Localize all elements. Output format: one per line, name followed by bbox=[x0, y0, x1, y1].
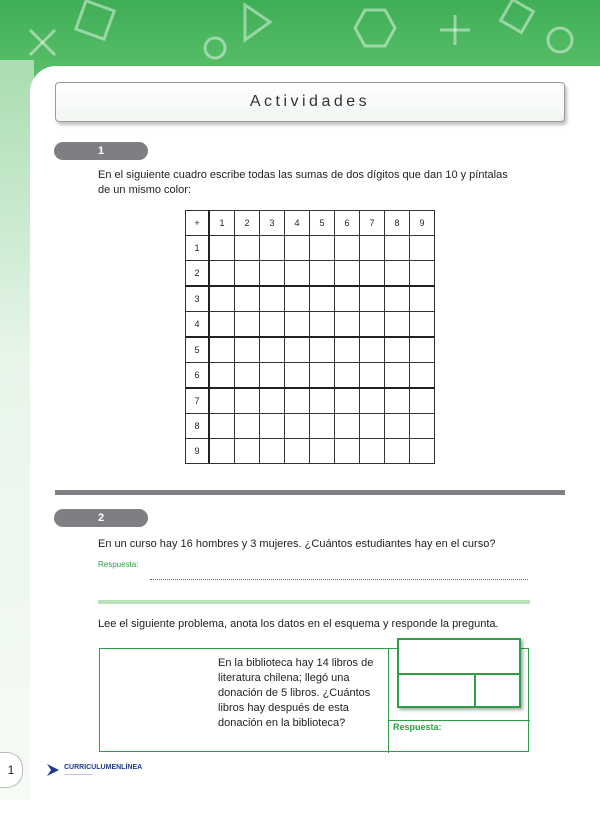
sum-cell[interactable] bbox=[209, 286, 235, 312]
sum-cell[interactable] bbox=[360, 261, 385, 287]
sum-cell[interactable] bbox=[260, 414, 285, 439]
column-header: 8 bbox=[385, 211, 410, 236]
sum-cell[interactable] bbox=[235, 337, 260, 363]
sum-cell[interactable] bbox=[360, 363, 385, 389]
activity-2-question: En un curso hay 16 hombres y 3 mujeres. ¿Cuántos estudiantes hay en el curso? bbox=[98, 538, 496, 550]
sum-cell[interactable] bbox=[335, 261, 360, 287]
row-header: 2 bbox=[186, 261, 210, 287]
sum-cell[interactable] bbox=[335, 414, 360, 439]
sum-cell[interactable] bbox=[260, 388, 285, 414]
sum-cell[interactable] bbox=[310, 261, 335, 287]
sum-cell[interactable] bbox=[410, 312, 435, 338]
activity-number-1: 1 bbox=[54, 142, 148, 160]
sum-cell[interactable] bbox=[260, 286, 285, 312]
sum-cell[interactable] bbox=[310, 286, 335, 312]
problem-text: En la biblioteca hay 14 libros de literatura chilena; llegó una donación de 5 libros. ¿Cuántos libros hay después de esta donación en la biblioteca? bbox=[218, 657, 374, 729]
table-row bbox=[186, 337, 435, 363]
sum-cell[interactable] bbox=[410, 236, 435, 261]
sum-cell[interactable] bbox=[235, 236, 260, 261]
column-header: 9 bbox=[410, 211, 435, 236]
sum-cell[interactable] bbox=[385, 286, 410, 312]
sum-cell[interactable] bbox=[410, 414, 435, 439]
sum-cell[interactable] bbox=[385, 261, 410, 287]
sum-cell[interactable] bbox=[360, 388, 385, 414]
sum-cell[interactable] bbox=[209, 439, 235, 464]
sum-cell[interactable] bbox=[285, 414, 310, 439]
sum-cell[interactable] bbox=[235, 414, 260, 439]
sum-cell[interactable] bbox=[360, 414, 385, 439]
row-header: 8 bbox=[186, 414, 210, 439]
row-header: 5 bbox=[186, 337, 210, 363]
sum-cell[interactable] bbox=[235, 363, 260, 389]
sum-cell[interactable] bbox=[235, 312, 260, 338]
sum-cell[interactable] bbox=[410, 388, 435, 414]
sum-cell[interactable] bbox=[260, 363, 285, 389]
logo-icon bbox=[46, 763, 60, 777]
sum-cell[interactable] bbox=[335, 236, 360, 261]
row-header: 4 bbox=[186, 312, 210, 338]
sum-cell[interactable] bbox=[410, 439, 435, 464]
sum-cell[interactable] bbox=[385, 236, 410, 261]
table-row bbox=[186, 236, 435, 261]
column-header: 3 bbox=[260, 211, 285, 236]
sum-cell[interactable] bbox=[335, 286, 360, 312]
sum-cell[interactable] bbox=[360, 337, 385, 363]
answer-label-2: Respuesta: bbox=[393, 722, 442, 732]
table-row bbox=[186, 439, 435, 464]
sum-cell[interactable] bbox=[335, 388, 360, 414]
sum-cell[interactable] bbox=[209, 236, 235, 261]
sum-cell[interactable] bbox=[260, 337, 285, 363]
page-number: 1 bbox=[0, 752, 23, 788]
table-row bbox=[186, 261, 435, 287]
sum-cell[interactable] bbox=[360, 236, 385, 261]
sum-cell[interactable] bbox=[209, 261, 235, 287]
sum-cell[interactable] bbox=[385, 363, 410, 389]
curriculum-logo bbox=[46, 760, 142, 780]
column-header: 1 bbox=[209, 211, 235, 236]
problem-box-divider bbox=[388, 649, 389, 753]
sum-cell[interactable] bbox=[385, 414, 410, 439]
sum-cell[interactable] bbox=[310, 439, 335, 464]
sum-cell[interactable] bbox=[335, 312, 360, 338]
sum-cell[interactable] bbox=[310, 388, 335, 414]
sum-cell[interactable] bbox=[410, 261, 435, 287]
table-row bbox=[186, 388, 435, 414]
sum-cell[interactable] bbox=[285, 312, 310, 338]
sum-cell[interactable] bbox=[285, 261, 310, 287]
sum-cell[interactable] bbox=[360, 439, 385, 464]
sum-cell[interactable] bbox=[285, 439, 310, 464]
logo-subtext: ────────── bbox=[64, 771, 93, 777]
sum-cell[interactable] bbox=[285, 363, 310, 389]
column-header: 4 bbox=[285, 211, 310, 236]
sum-cell[interactable] bbox=[310, 312, 335, 338]
sum-cell[interactable] bbox=[410, 363, 435, 389]
table-row bbox=[186, 363, 435, 389]
sum-cell[interactable] bbox=[260, 236, 285, 261]
activity-number-2: 2 bbox=[54, 509, 148, 527]
column-header: 6 bbox=[335, 211, 360, 236]
sum-cell[interactable] bbox=[335, 337, 360, 363]
sum-cell[interactable] bbox=[235, 439, 260, 464]
page-title: Actividades bbox=[55, 82, 565, 122]
sum-cell[interactable] bbox=[385, 439, 410, 464]
activity-1-instruction: En el siguiente cuadro escribe todas las sumas de dos dígitos que dan 10 y píntalas de un mismo color: bbox=[98, 169, 508, 196]
table-corner: + bbox=[186, 211, 210, 236]
section-divider bbox=[55, 490, 565, 495]
sum-cell[interactable] bbox=[335, 363, 360, 389]
sum-cell[interactable] bbox=[285, 388, 310, 414]
sum-cell[interactable] bbox=[260, 261, 285, 287]
column-header: 2 bbox=[235, 211, 260, 236]
table-row bbox=[186, 286, 435, 312]
sum-cell[interactable] bbox=[310, 414, 335, 439]
answer-area-top-line bbox=[388, 720, 530, 721]
sum-cell[interactable] bbox=[310, 337, 335, 363]
sum-cell[interactable] bbox=[285, 236, 310, 261]
green-divider bbox=[98, 600, 530, 604]
sum-cell[interactable] bbox=[385, 312, 410, 338]
scheme-divider-horizontal bbox=[399, 673, 519, 675]
sum-cell[interactable] bbox=[209, 414, 235, 439]
sum-cell[interactable] bbox=[285, 337, 310, 363]
sum-cell[interactable] bbox=[310, 236, 335, 261]
sum-cell[interactable] bbox=[260, 312, 285, 338]
table-row bbox=[186, 414, 435, 439]
sum-cell[interactable] bbox=[235, 388, 260, 414]
sum-cell[interactable] bbox=[410, 286, 435, 312]
sum-cell[interactable] bbox=[209, 363, 235, 389]
row-header: 7 bbox=[186, 388, 210, 414]
row-header: 1 bbox=[186, 236, 210, 261]
sum-cell[interactable] bbox=[209, 312, 235, 338]
column-header: 5 bbox=[310, 211, 335, 236]
activity-2-instruction: Lee el siguiente problema, anota los datos en el esquema y responde la pregunta. bbox=[98, 618, 499, 630]
scheme-divider-vertical bbox=[474, 673, 476, 706]
column-header: 7 bbox=[360, 211, 385, 236]
sum-cell[interactable] bbox=[260, 439, 285, 464]
sum-cell[interactable] bbox=[335, 439, 360, 464]
sum-cell[interactable] bbox=[310, 363, 335, 389]
answer-line[interactable] bbox=[150, 579, 528, 580]
row-header: 9 bbox=[186, 439, 210, 464]
sum-cell[interactable] bbox=[410, 337, 435, 363]
sum-cell[interactable] bbox=[285, 286, 310, 312]
sum-cell[interactable] bbox=[209, 388, 235, 414]
sum-cell[interactable] bbox=[385, 337, 410, 363]
sum-cell[interactable] bbox=[235, 261, 260, 287]
row-header: 6 bbox=[186, 363, 210, 389]
side-background bbox=[0, 60, 34, 800]
data-scheme-diagram[interactable] bbox=[397, 638, 521, 708]
table-row bbox=[186, 312, 435, 338]
answer-label: Respuesta: bbox=[98, 560, 139, 569]
sum-cell[interactable] bbox=[209, 337, 235, 363]
sum-cell[interactable] bbox=[385, 388, 410, 414]
sum-cell[interactable] bbox=[235, 286, 260, 312]
addition-table bbox=[185, 210, 435, 464]
row-header: 3 bbox=[186, 286, 210, 312]
logo-text: CURRICULUMENLÍNEA bbox=[64, 763, 143, 771]
sum-cell[interactable] bbox=[360, 312, 385, 338]
sum-cell[interactable] bbox=[360, 286, 385, 312]
